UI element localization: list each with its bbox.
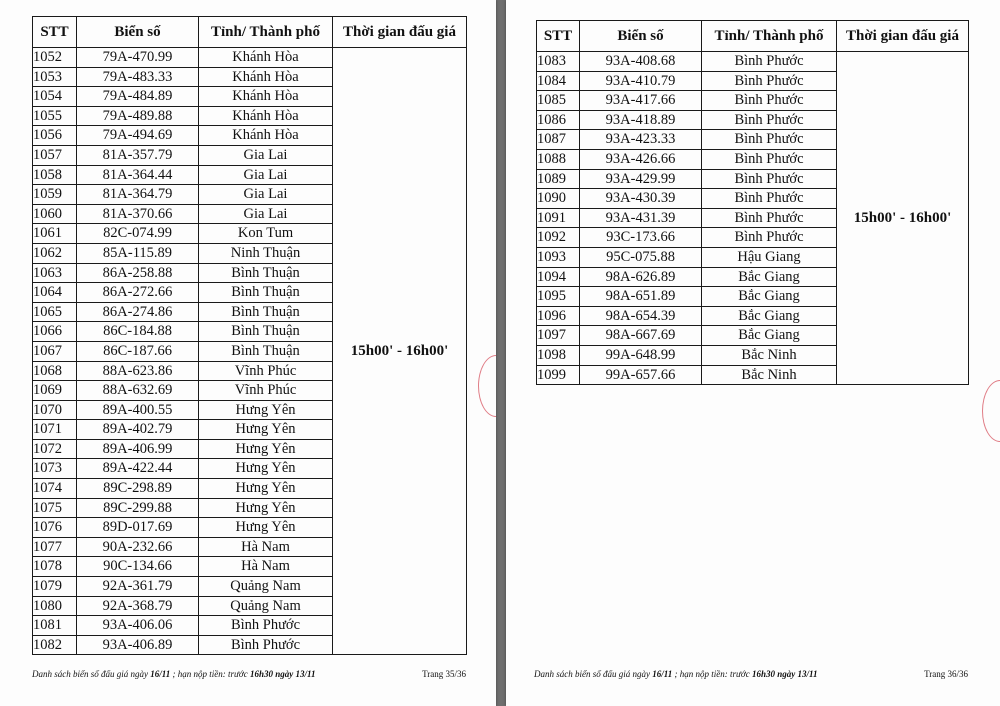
plate-cell: 98A-626.89 <box>580 267 702 287</box>
plate-cell: 81A-364.44 <box>77 165 199 185</box>
stt-cell: 1054 <box>33 87 77 107</box>
stt-cell: 1092 <box>537 228 580 248</box>
stt-cell: 1078 <box>33 557 77 577</box>
plate-cell: 89D-017.69 <box>77 518 199 538</box>
footer-deadline: 16h30 ngày 13/11 <box>751 669 818 679</box>
stt-cell: 1055 <box>33 106 77 126</box>
province-cell: Gia Lai <box>199 204 333 224</box>
auction-time-cell: 15h00' - 16h00' <box>837 52 969 385</box>
stt-cell: 1082 <box>33 635 77 655</box>
province-cell: Bắc Giang <box>702 267 837 287</box>
stt-cell: 1066 <box>33 322 77 342</box>
stt-cell: 1057 <box>33 145 77 165</box>
stt-cell: 1097 <box>537 326 580 346</box>
plate-cell: 93A-426.66 <box>580 149 702 169</box>
stt-cell: 1096 <box>537 306 580 326</box>
plate-cell: 98A-654.39 <box>580 306 702 326</box>
province-cell: Bắc Ninh <box>702 365 837 385</box>
province-cell: Kon Tum <box>199 224 333 244</box>
stt-cell: 1079 <box>33 577 77 597</box>
stt-cell: 1091 <box>537 208 580 228</box>
province-cell: Hưng Yên <box>199 498 333 518</box>
province-cell: Quảng Nam <box>199 577 333 597</box>
province-cell: Hưng Yên <box>199 420 333 440</box>
plate-cell: 79A-483.33 <box>77 67 199 87</box>
stt-cell: 1094 <box>537 267 580 287</box>
document-page-right <box>506 0 1000 706</box>
province-cell: Hà Nam <box>199 537 333 557</box>
stt-cell: 1060 <box>33 204 77 224</box>
plate-cell: 81A-370.66 <box>77 204 199 224</box>
stt-cell: 1071 <box>33 420 77 440</box>
province-cell: Khánh Hòa <box>199 106 333 126</box>
stt-cell: 1077 <box>33 537 77 557</box>
plate-cell: 86A-274.86 <box>77 302 199 322</box>
stt-cell: 1056 <box>33 126 77 146</box>
stt-cell: 1062 <box>33 243 77 263</box>
province-cell: Bắc Giang <box>702 326 837 346</box>
footer-text: Danh sách biển số đấu giá ngày <box>32 669 151 679</box>
province-cell: Bình Phước <box>702 52 837 72</box>
stt-cell: 1098 <box>537 345 580 365</box>
plate-cell: 93A-406.06 <box>77 616 199 636</box>
plate-cell: 95C-075.88 <box>580 247 702 267</box>
stt-cell: 1058 <box>33 165 77 185</box>
plate-cell: 88A-623.86 <box>77 361 199 381</box>
plate-cell: 93A-418.89 <box>580 110 702 130</box>
province-cell: Hà Nam <box>199 557 333 577</box>
stt-cell: 1076 <box>33 518 77 538</box>
province-cell: Ninh Thuận <box>199 243 333 263</box>
province-cell: Bình Phước <box>702 130 837 150</box>
plate-cell: 89A-400.55 <box>77 400 199 420</box>
province-cell: Gia Lai <box>199 185 333 205</box>
document-page-left <box>0 0 496 706</box>
page-footer <box>534 669 817 679</box>
stt-cell: 1090 <box>537 189 580 209</box>
province-cell: Hậu Giang <box>702 247 837 267</box>
stt-cell: 1080 <box>33 596 77 616</box>
plate-cell: 93C-173.66 <box>580 228 702 248</box>
plate-cell: 93A-408.68 <box>580 52 702 72</box>
province-cell: Hưng Yên <box>199 400 333 420</box>
province-cell: Vĩnh Phúc <box>199 381 333 401</box>
table-body <box>537 52 969 385</box>
stt-cell: 1073 <box>33 459 77 479</box>
plate-cell: 92A-368.79 <box>77 596 199 616</box>
plate-cell: 93A-410.79 <box>580 71 702 91</box>
plate-cell: 89C-299.88 <box>77 498 199 518</box>
stt-cell: 1064 <box>33 283 77 303</box>
province-cell: Bình Phước <box>702 71 837 91</box>
province-cell: Khánh Hòa <box>199 67 333 87</box>
footer-date: 16/11 <box>652 669 673 679</box>
province-cell: Bình Thuận <box>199 341 333 361</box>
stt-cell: 1072 <box>33 439 77 459</box>
stt-cell: 1093 <box>537 247 580 267</box>
stt-cell: 1095 <box>537 287 580 307</box>
plate-cell: 99A-648.99 <box>580 345 702 365</box>
footer-date: 16/11 <box>150 669 171 679</box>
plate-cell: 92A-361.79 <box>77 577 199 597</box>
plate-cell: 99A-657.66 <box>580 365 702 385</box>
plate-cell: 98A-651.89 <box>580 287 702 307</box>
page-number: Trang 35/36 <box>422 669 466 679</box>
stt-cell: 1067 <box>33 341 77 361</box>
stt-cell: 1083 <box>537 52 580 72</box>
table-header-row <box>537 21 969 52</box>
table-row <box>537 52 969 72</box>
header-auction-time: Thời gian đấu giá <box>333 17 467 48</box>
auction-time-cell: 15h00' - 16h00' <box>333 48 467 655</box>
page-footer <box>32 669 315 679</box>
province-cell: Hưng Yên <box>199 518 333 538</box>
province-cell: Bình Phước <box>199 616 333 636</box>
stt-cell: 1086 <box>537 110 580 130</box>
province-cell: Khánh Hòa <box>199 48 333 68</box>
plate-cell: 89A-402.79 <box>77 420 199 440</box>
province-cell: Vĩnh Phúc <box>199 361 333 381</box>
stt-cell: 1070 <box>33 400 77 420</box>
stt-cell: 1084 <box>537 71 580 91</box>
stt-cell: 1087 <box>537 130 580 150</box>
plate-cell: 93A-430.39 <box>580 189 702 209</box>
plate-cell: 93A-431.39 <box>580 208 702 228</box>
plate-cell: 89C-298.89 <box>77 479 199 499</box>
stt-cell: 1068 <box>33 361 77 381</box>
header-province: Tỉnh/ Thành phố <box>199 17 333 48</box>
province-cell: Hưng Yên <box>199 479 333 499</box>
table-row <box>33 48 467 68</box>
plate-cell: 82C-074.99 <box>77 224 199 244</box>
stt-cell: 1069 <box>33 381 77 401</box>
province-cell: Bình Thuận <box>199 263 333 283</box>
plate-cell: 93A-406.89 <box>77 635 199 655</box>
province-cell: Bình Phước <box>702 149 837 169</box>
province-cell: Gia Lai <box>199 145 333 165</box>
plate-auction-table <box>536 20 969 385</box>
header-plate: Biển số <box>77 17 199 48</box>
plate-cell: 93A-423.33 <box>580 130 702 150</box>
province-cell: Bình Thuận <box>199 302 333 322</box>
stt-cell: 1063 <box>33 263 77 283</box>
stt-cell: 1074 <box>33 479 77 499</box>
province-cell: Quảng Nam <box>199 596 333 616</box>
plate-cell: 81A-357.79 <box>77 145 199 165</box>
plate-cell: 85A-115.89 <box>77 243 199 263</box>
plate-cell: 90C-134.66 <box>77 557 199 577</box>
header-province: Tỉnh/ Thành phố <box>702 21 837 52</box>
province-cell: Hưng Yên <box>199 459 333 479</box>
plate-cell: 93A-429.99 <box>580 169 702 189</box>
stt-cell: 1081 <box>33 616 77 636</box>
province-cell: Bắc Ninh <box>702 345 837 365</box>
table-header-row <box>33 17 467 48</box>
province-cell: Hưng Yên <box>199 439 333 459</box>
plate-cell: 79A-484.89 <box>77 87 199 107</box>
province-cell: Bắc Giang <box>702 287 837 307</box>
province-cell: Bắc Giang <box>702 306 837 326</box>
plate-cell: 81A-364.79 <box>77 185 199 205</box>
stt-cell: 1099 <box>537 365 580 385</box>
province-cell: Khánh Hòa <box>199 126 333 146</box>
province-cell: Bình Phước <box>702 189 837 209</box>
province-cell: Bình Phước <box>702 228 837 248</box>
province-cell: Bình Phước <box>199 635 333 655</box>
plate-cell: 89A-406.99 <box>77 439 199 459</box>
province-cell: Bình Phước <box>702 110 837 130</box>
plate-cell: 93A-417.66 <box>580 91 702 111</box>
plate-cell: 89A-422.44 <box>77 459 199 479</box>
page-number: Trang 36/36 <box>924 669 968 679</box>
footer-text: Danh sách biển số đấu giá ngày <box>534 669 653 679</box>
province-cell: Khánh Hòa <box>199 87 333 107</box>
header-auction-time: Thời gian đấu giá <box>837 21 969 52</box>
header-stt: STT <box>33 17 77 48</box>
stt-cell: 1059 <box>33 185 77 205</box>
header-plate: Biển số <box>580 21 702 52</box>
plate-cell: 86C-187.66 <box>77 341 199 361</box>
plate-cell: 88A-632.69 <box>77 381 199 401</box>
plate-cell: 86C-184.88 <box>77 322 199 342</box>
province-cell: Bình Phước <box>702 169 837 189</box>
stt-cell: 1089 <box>537 169 580 189</box>
plate-cell: 79A-489.88 <box>77 106 199 126</box>
red-seal-mark <box>478 355 496 417</box>
stt-cell: 1053 <box>33 67 77 87</box>
stt-cell: 1088 <box>537 149 580 169</box>
footer-text: ; hạn nộp tiền: trước <box>170 669 250 679</box>
red-seal-mark <box>982 380 1000 442</box>
province-cell: Bình Phước <box>702 208 837 228</box>
stt-cell: 1085 <box>537 91 580 111</box>
plate-cell: 79A-494.69 <box>77 126 199 146</box>
plate-cell: 86A-272.66 <box>77 283 199 303</box>
plate-cell: 86A-258.88 <box>77 263 199 283</box>
footer-deadline: 16h30 ngày 13/11 <box>249 669 316 679</box>
header-stt: STT <box>537 21 580 52</box>
footer-text: ; hạn nộp tiền: trước <box>672 669 752 679</box>
plate-cell: 79A-470.99 <box>77 48 199 68</box>
province-cell: Bình Thuận <box>199 283 333 303</box>
stt-cell: 1061 <box>33 224 77 244</box>
plate-cell: 98A-667.69 <box>580 326 702 346</box>
plate-auction-table <box>32 16 467 655</box>
stt-cell: 1075 <box>33 498 77 518</box>
plate-cell: 90A-232.66 <box>77 537 199 557</box>
stt-cell: 1065 <box>33 302 77 322</box>
province-cell: Bình Phước <box>702 91 837 111</box>
table-body <box>33 48 467 655</box>
province-cell: Gia Lai <box>199 165 333 185</box>
province-cell: Bình Thuận <box>199 322 333 342</box>
stt-cell: 1052 <box>33 48 77 68</box>
